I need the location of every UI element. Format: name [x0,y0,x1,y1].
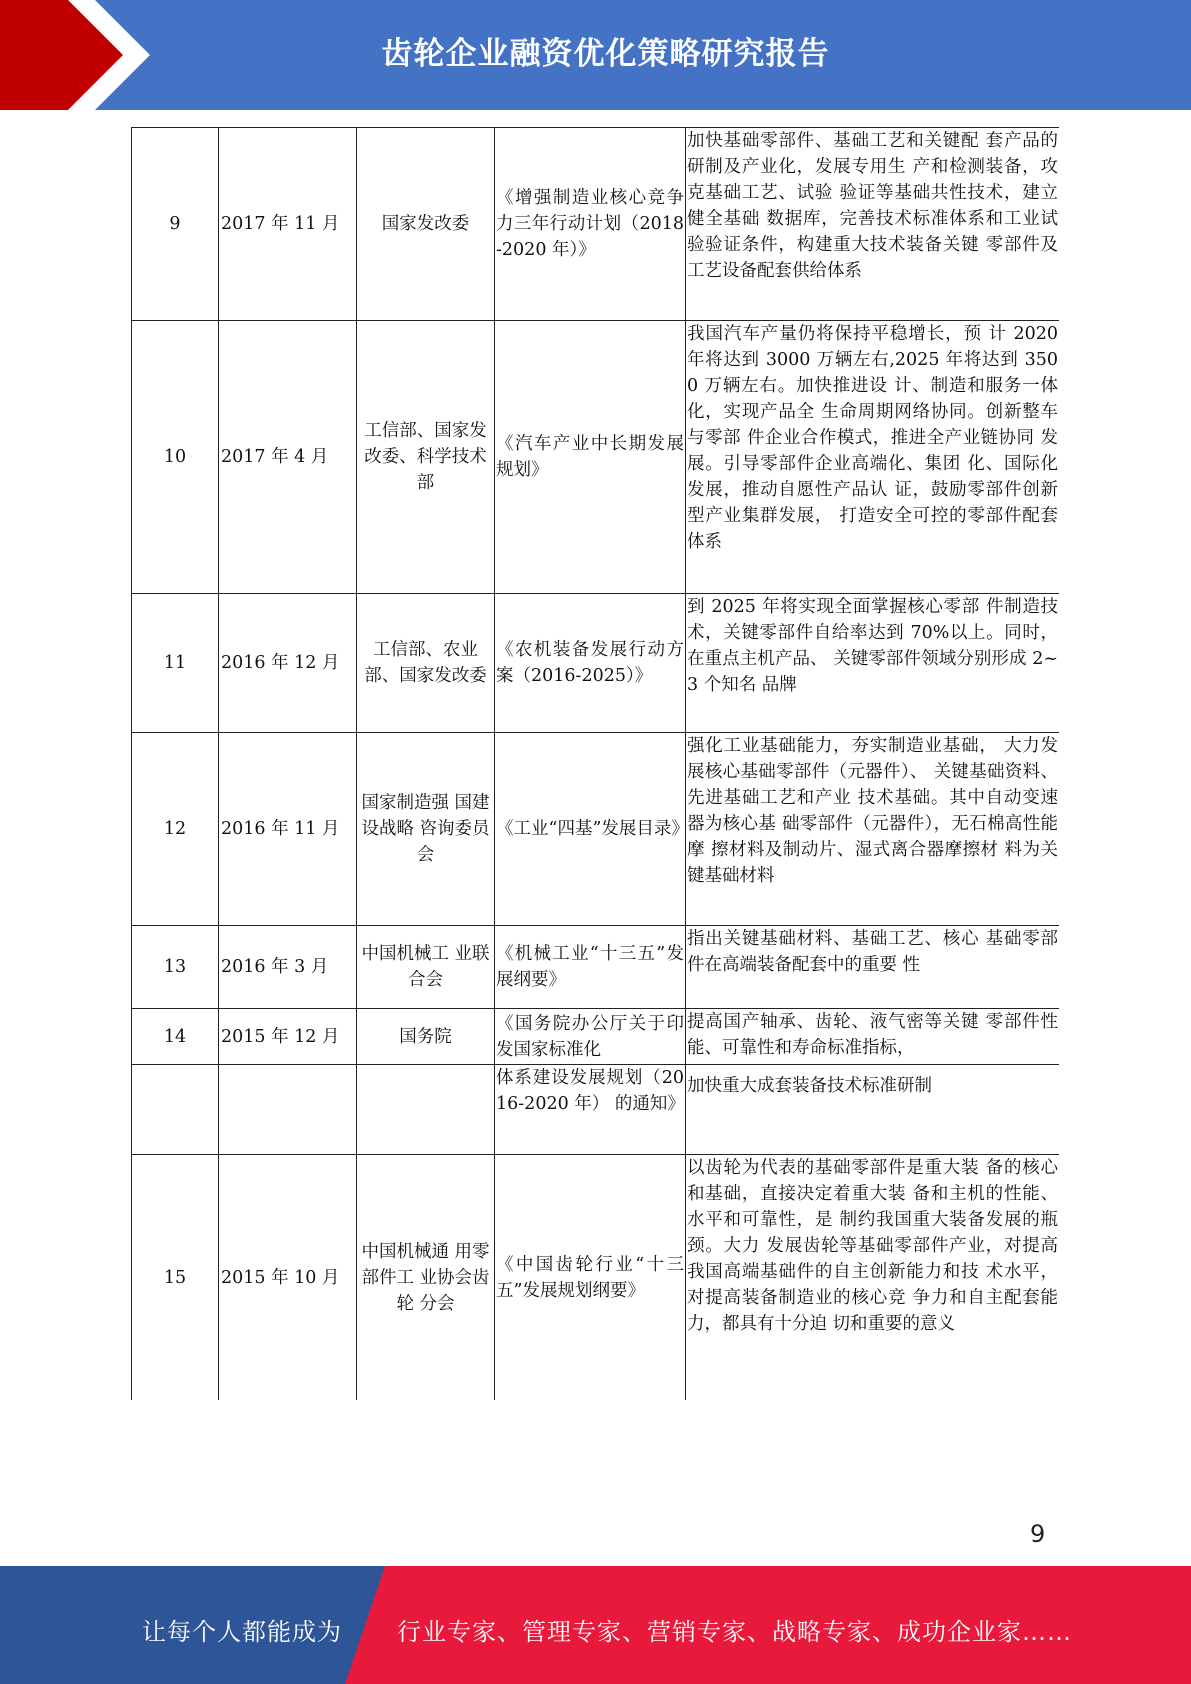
header-title: 齿轮企业融资优化策略研究报告 [381,36,830,72]
footer-slogan-left: 让每个人都能成为 [142,1618,342,1646]
row-document: 《增强制造业核心竞争力三年行动计划（2018-2020 年）》 [495,128,686,321]
row-document: 《机械工业“十三五”发展纲要》 [495,926,686,1009]
row-content: 以齿轮为代表的基础零部件是重大装 备的核心和基础，直接决定着重大装 备和主机的性能、水平和可靠性，是 制约我国重大装备发展的瓶颈。大力 发展齿轮等基础零部件产业，对提高 我国高端基础件的自主创新能力和技 术水平，对提高装备制造业的核心竞 争力和自主配套能力，都具有十分迫 切和重要的意义 [686,1155,1060,1401]
table-row [132,321,1060,594]
row-date: 2015 年 10 月 [219,1155,357,1401]
row-number: 11 [132,594,219,733]
row-number: 9 [132,128,219,321]
row-department: 工信部、农业部、国家发改委 [357,594,495,733]
row-document: 《汽车产业中长期发展规划》 [495,321,686,594]
row-content: 我国汽车产量仍将保持平稳增长，预 计 2020 年将达到 3000 万辆左右,2025 年将达到 3500 万辆左右。加快推进设 计、制造和服务一体化，实现产品全 生命周期网络协同。创新整车与零部 件企业合作模式，推进全产业链协同 发展。引导零部件企业高端化、集团 化、国际化发展，推动自愿性产品认 证，鼓励零部件创新型产业集群发展， 打造安全可控的零部件配套体系 [686,321,1060,594]
row-number: 10 [132,321,219,594]
row-content: 到 2025 年将实现全面掌握核心零部 件制造技术，关键零部件自给率达到 70%以上。同时，在重点主机产品、 关键零部件领域分别形成 2~3 个知名 品牌 [686,594,1060,733]
row-department: 国务院 [357,1009,495,1065]
row-date: 2016 年 11 月 [219,733,357,926]
table-row [132,594,1060,733]
row-number: 14 [132,1009,219,1065]
row-content: 加快基础零部件、基础工艺和关键配 套产品的研制及产业化，发展专用生 产和检测装备，攻克基础工艺、试验 验证等基础共性技术，建立健全基础 数据库，完善技术标准体系和工业试 验验证条件，构建重大技术装备关键 零部件及工艺设备配套供给体系 [686,128,1060,321]
row-content: 加快重大成套装备技术标准研制 [686,1065,1060,1155]
table-row [132,926,1060,1009]
table-row [132,1009,1060,1065]
header-banner [0,0,1191,110]
row-department: 工信部、国家发改委、科学技术部 [357,321,495,594]
row-number: 15 [132,1155,219,1401]
row-document: 《工业“四基”发展目录》 [495,733,686,926]
table-row [132,1155,1060,1401]
row-department: 中国机械工 业联合会 [357,926,495,1009]
row-date: 2015 年 12 月 [219,1009,357,1065]
row-date: 2016 年 3 月 [219,926,357,1009]
row-date: 2017 年 4 月 [219,321,357,594]
row-document: 《中国齿轮行业“十三五”发展规划纲要》 [495,1155,686,1401]
table-row [132,1065,1060,1155]
table-row [132,128,1060,321]
row-date [219,1065,357,1155]
policy-table-container [131,127,1059,1400]
row-number: 13 [132,926,219,1009]
row-content: 强化工业基础能力，夯实制造业基础， 大力发展核心基础零部件（元器件）、 关键基础资料、先进基础工艺和产业 技术基础。其中自动变速器为核心基 础零部件（元器件），无石棉高性能摩 擦材料及制动片、湿式离合器摩擦材 料为关键基础材料 [686,733,1060,926]
table-row [132,733,1060,926]
footer-banner [0,1566,1191,1684]
row-department: 国家制造强 国建设战略 咨询委员会 [357,733,495,926]
policy-table [131,127,1059,1400]
row-department: 国家发改委 [357,128,495,321]
row-date: 2017 年 11 月 [219,128,357,321]
page-number: 9 [1030,1520,1046,1548]
row-content: 指出关键基础材料、基础工艺、核心 基础零部件在高端装备配套中的重要 性 [686,926,1060,1009]
row-department: 中国机械通 用零部件工 业协会齿轮 分会 [357,1155,495,1401]
row-number [132,1065,219,1155]
row-date: 2016 年 12 月 [219,594,357,733]
row-number: 12 [132,733,219,926]
row-document: 《农机装备发展行动方案（2016-2025）》 [495,594,686,733]
row-content: 提高国产轴承、齿轮、液气密等关键 零部件性能、可靠性和寿命标准指标， [686,1009,1060,1065]
row-department [357,1065,495,1155]
footer-slogan-right: 行业专家、管理专家、营销专家、战略专家、成功企业家…… [397,1618,1072,1646]
row-document: 《国务院办公厅关于印发国家标准化 [495,1009,686,1065]
row-document: 体系建设发展规划（2016-2020 年） 的通知》 [495,1065,686,1155]
